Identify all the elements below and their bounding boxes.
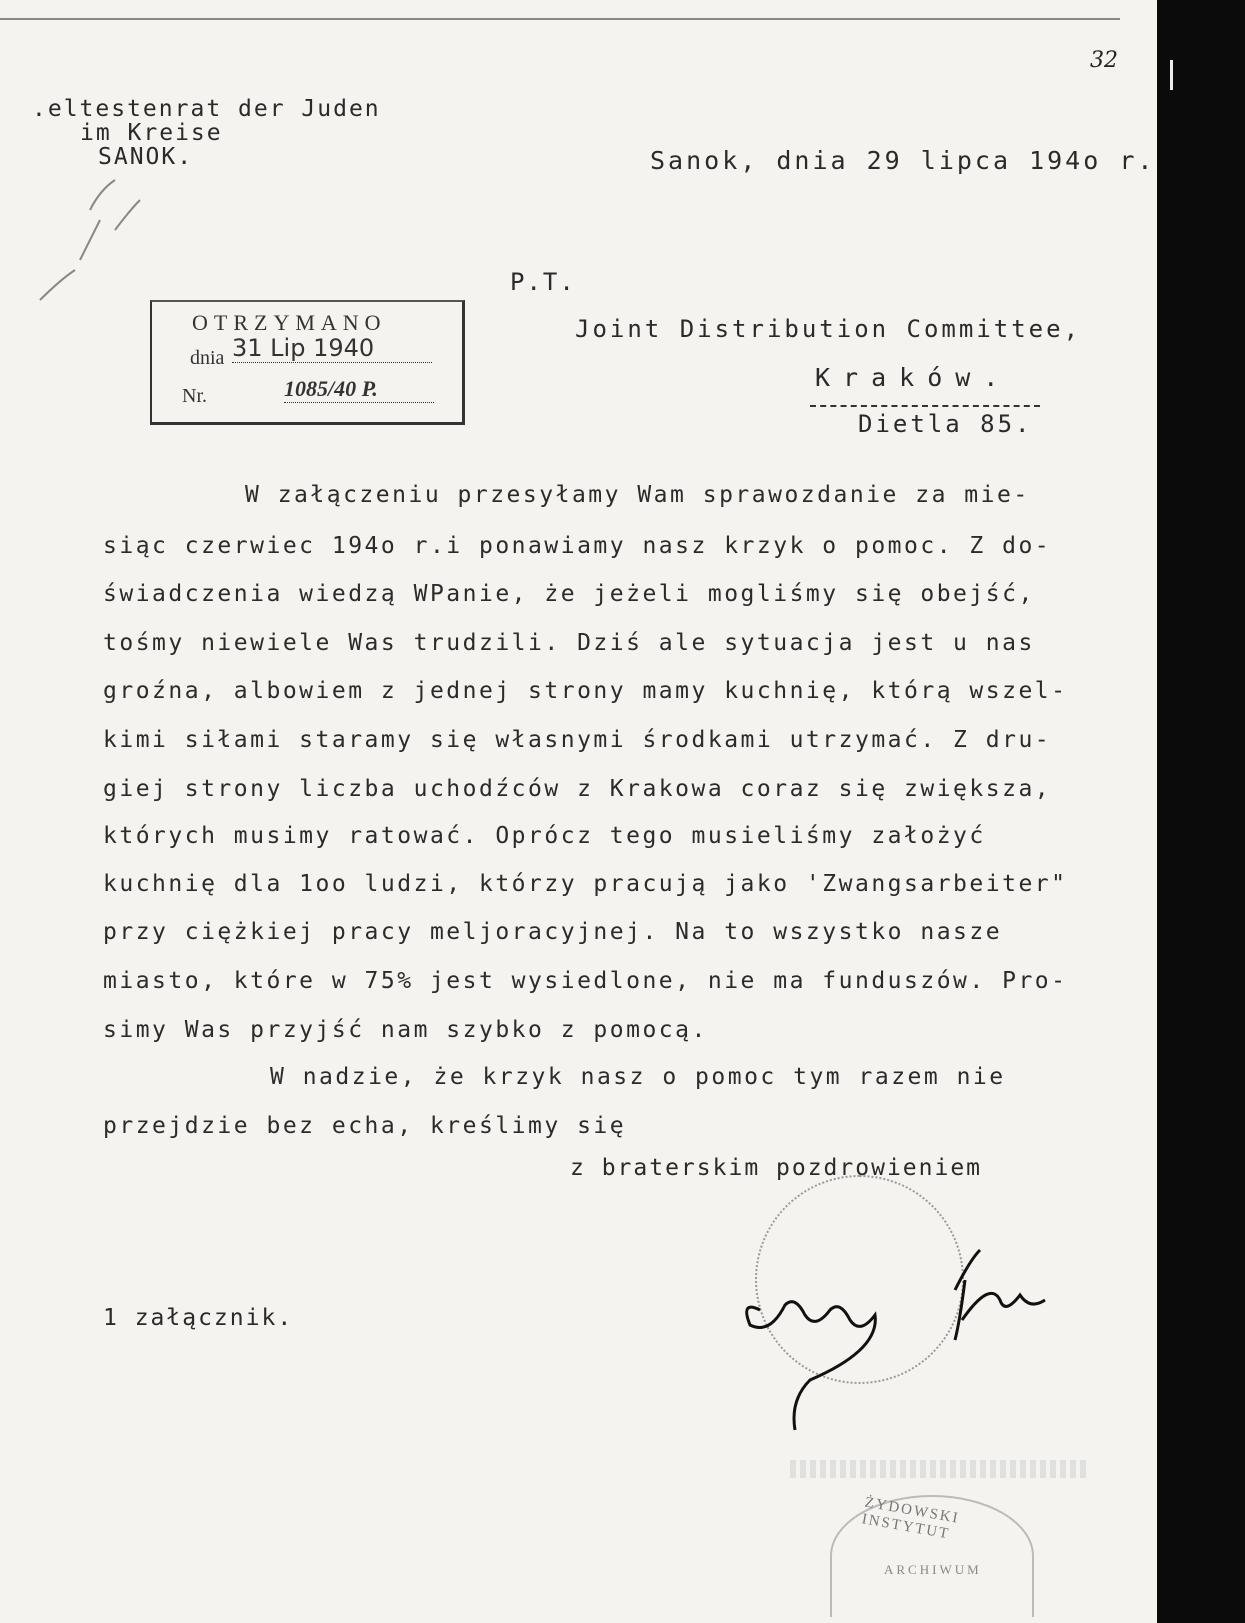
body-line: W załączeniu przesyłamy Wam sprawozdanie za mie- [245, 482, 1030, 508]
body-line: siąc czerwiec 194o r.i ponawiamy nasz krzyk o pomoc. Z do- [103, 533, 1052, 559]
scan-edge-gap [1170, 60, 1173, 90]
stamp-date-label: dnia [190, 347, 225, 369]
recipient-city: Kraków. [815, 363, 1012, 392]
faint-archive-stamp [790, 1460, 1090, 1478]
recipient-organization: Joint Distribution Committee, [575, 315, 1082, 343]
body-line: świadczenia wiedzą WPanie, że jeżeli mogliśmy się obejść, [103, 581, 1035, 607]
page-number: 32 [1090, 48, 1118, 73]
body-line: przy ciężkiej pracy meljoracyjnej. Na to wszystko nasze [103, 919, 1003, 945]
body-line: tośmy niewiele Was trudzili. Dziś ale sytuacja jest u nas [103, 630, 1035, 656]
archive-stamp-line-2: ARCHIWUM [884, 1562, 982, 1577]
stamp-number-label: Nr. [182, 385, 207, 407]
archive-stamp-line-1: ŻYDOWSKI INSTYTUT [860, 1494, 961, 1543]
body-line: W nadzie, że krzyk nasz o pomoc tym razem nie [270, 1064, 1006, 1090]
body-line: groźna, albowiem z jednej strony mamy kuchnię, którą wszel- [103, 678, 1068, 704]
body-line: których musimy ratować. Oprócz tego musieliśmy założyć [103, 823, 986, 849]
top-edge-line [0, 18, 1120, 20]
body-line: simy Was przyjść nam szybko z pomocą. [103, 1017, 708, 1043]
pencil-annotation-icon [20, 170, 160, 330]
signatures-icon [700, 1240, 1100, 1440]
archive-stamp [830, 1495, 1034, 1617]
body-line: kuchnię dla 1oo ludzi, którzy pracują jako 'Zwangsarbeiter" [103, 871, 1068, 897]
stamp-title: OTRZYMANO [192, 310, 387, 335]
body-line: przejdzie bez echa, kreślimy się [103, 1113, 627, 1139]
city-underline [810, 405, 1040, 407]
sender-line-1: .eltestenrat der Juden [32, 96, 381, 122]
received-stamp [150, 300, 465, 425]
body-line: kimi siłami staramy się własnymi środkami utrzymać. Z dru- [103, 727, 1052, 753]
body-line: miasto, które w 75% jest wysiedlone, nie ma funduszów. Pro- [103, 968, 1068, 994]
date-line: Sanok, dnia 29 lipca 194o r. [650, 146, 1156, 175]
attachment-note: 1 załącznik. [103, 1305, 294, 1331]
sender-line-2: im Kreise [80, 120, 223, 146]
recipient-street: Dietla 85. [858, 410, 1033, 438]
sender-line-3: SANOK. [98, 144, 194, 170]
stamp-date-value: 31 Lip 1940 [232, 334, 432, 363]
stamp-number-value: 1085/40 P. [284, 376, 434, 403]
recipient-salutation: P.T. [510, 268, 576, 296]
scan-edge-bar [1157, 0, 1245, 1623]
body-line: giej strony liczba uchodźców z Krakowa coraz się zwiększa, [103, 776, 1052, 802]
closing-line: z braterskim pozdrowieniem [570, 1155, 983, 1181]
